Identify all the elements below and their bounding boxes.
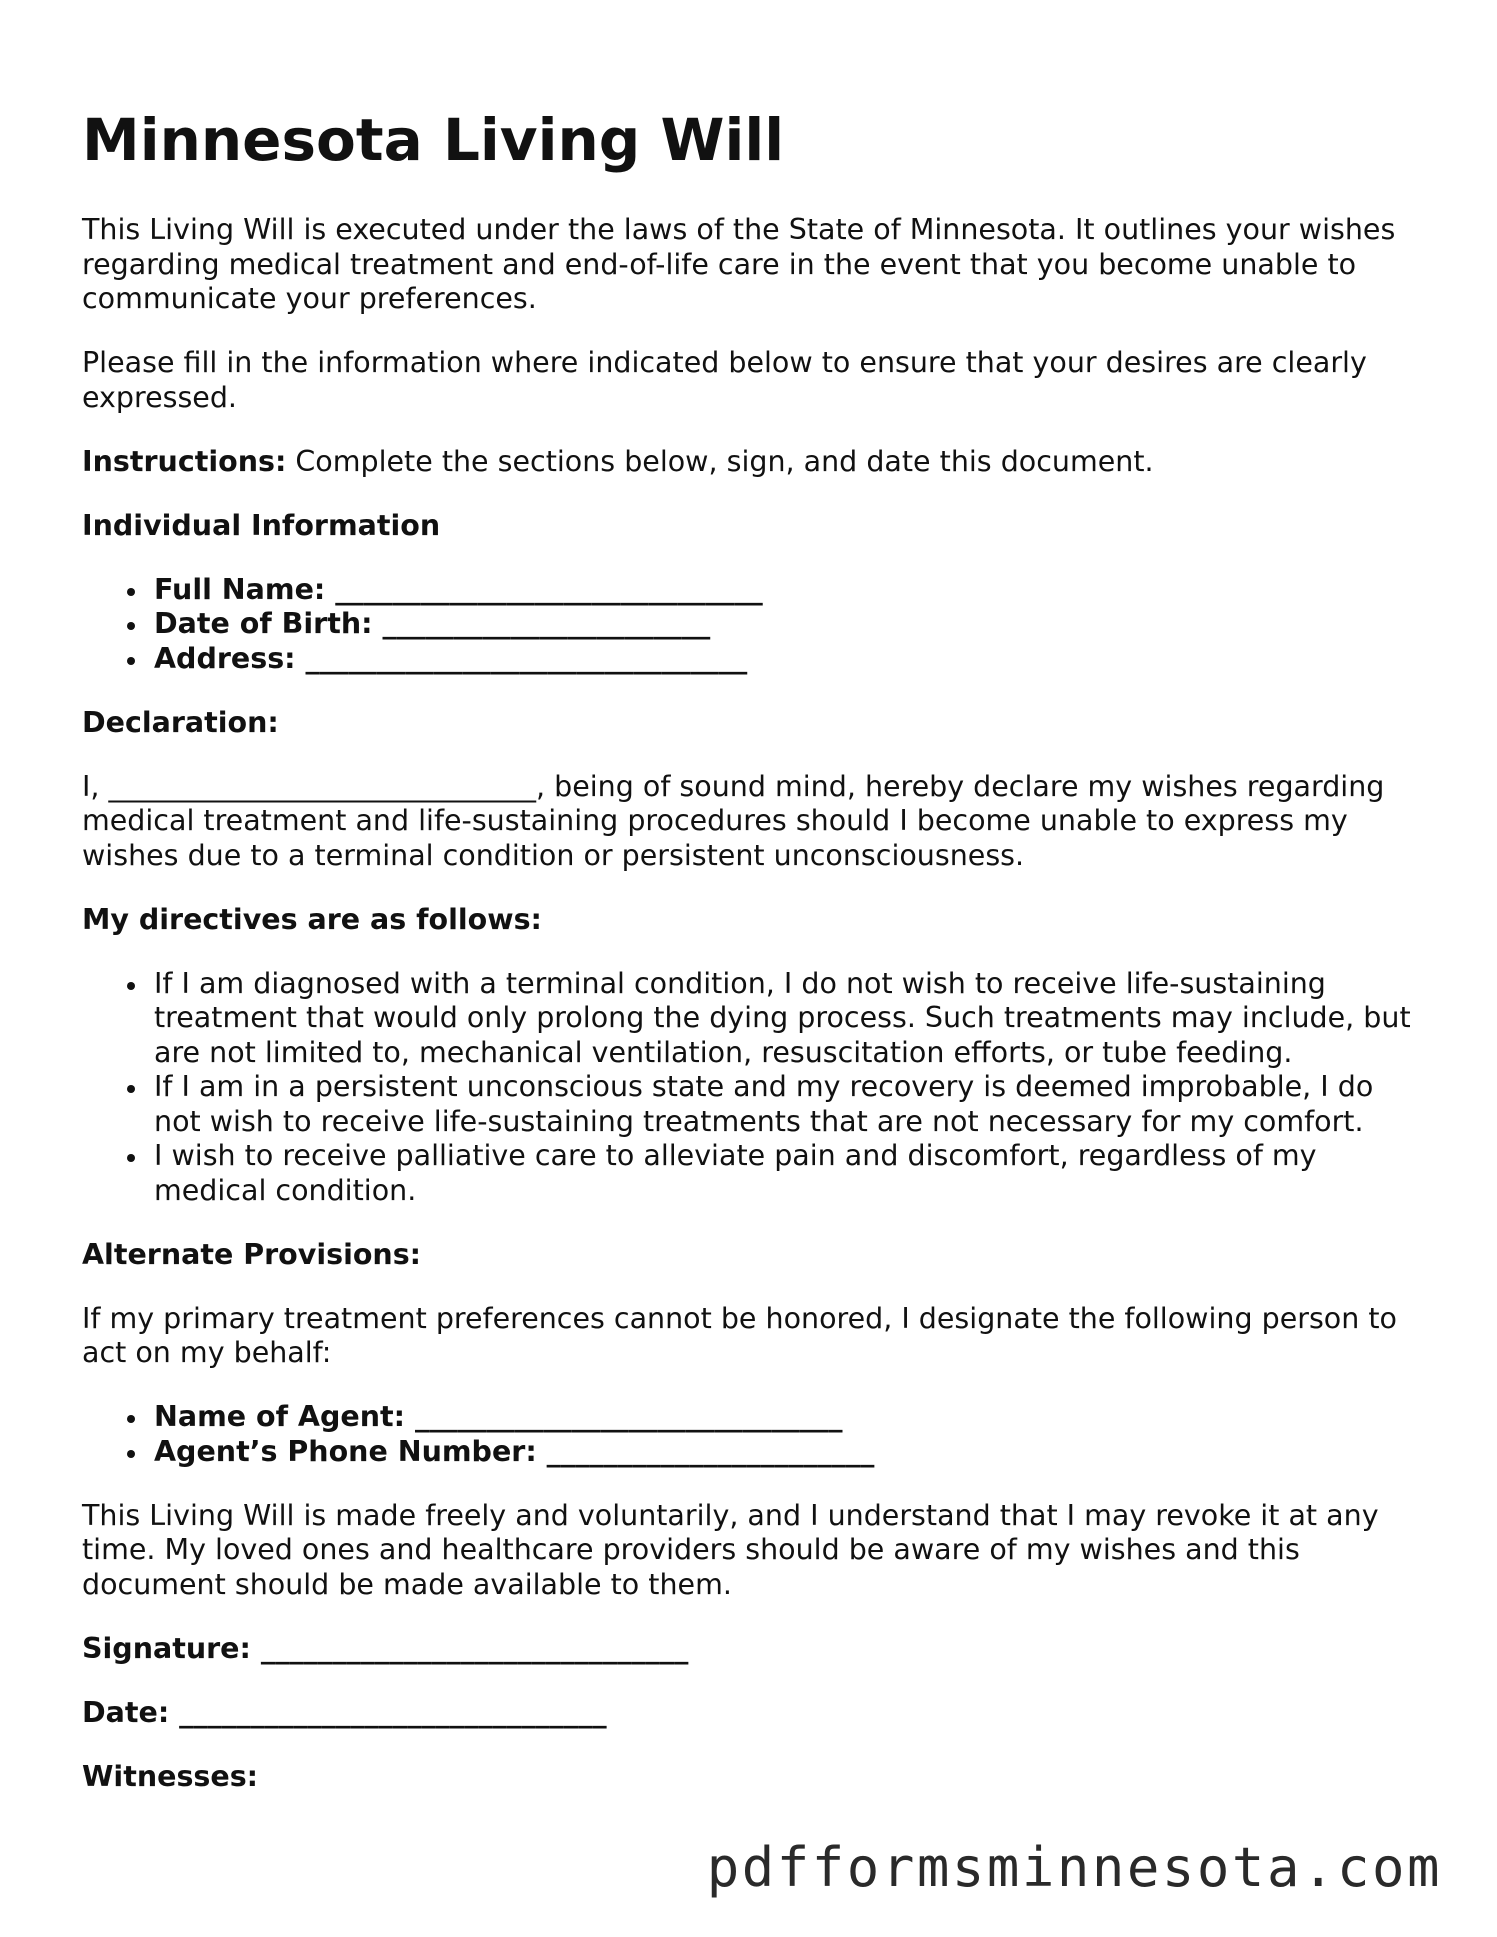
directives-heading: My directives are as follows: [82, 902, 542, 936]
individual-information-heading: Individual Information [82, 508, 441, 542]
agent-phone-blank[interactable]: _______________________ [536, 1434, 875, 1468]
directives-list [82, 967, 1422, 1209]
agent-name-field[interactable] [154, 1400, 1422, 1435]
date-field[interactable] [82, 1696, 1422, 1731]
document-title: Minnesota Living Will [82, 106, 785, 174]
signature-label: Signature: [82, 1631, 251, 1665]
date-of-birth-field[interactable] [154, 607, 1422, 642]
agent-name-label: Name of Agent: [154, 1400, 406, 1433]
watermark-text: pdfformsminnesota.com [706, 1836, 1442, 1899]
full-name-label: Full Name: [154, 572, 326, 606]
closing-paragraph: This Living Will is made freely and voluntarily, and I understand that I may revoke it at any time. My loved ones and healthcare providers should be aware of my wishes and this document should be made available to them. [82, 1498, 1379, 1601]
directive-item: If I am diagnosed with a terminal condition, I do not wish to receive life-sustaining treatment that would only prolong the dying process. Such treatments may include, but are not limited to, mechanical ventilation, resuscitation efforts, or tube feeding. [154, 967, 1422, 1071]
address-blank[interactable]: _______________________________ [295, 641, 748, 675]
date-label: Date: [82, 1695, 170, 1729]
signature-field[interactable] [82, 1632, 1422, 1667]
instructions-label: Instructions: [82, 444, 287, 478]
witnesses-heading: Witnesses: [82, 1759, 259, 1793]
alternate-provisions-heading: Alternate Provisions: [82, 1237, 422, 1271]
individual-information-list [82, 573, 1422, 677]
intro-paragraph: This Living Will is executed under the laws of the State of Minnesota. It outlines your wishes regarding medical treatment and end-of-life care in the event that you become unable to communicate your preferences. [82, 213, 1396, 315]
declaration-heading: Declaration: [82, 705, 279, 739]
intro-paragraph: Please fill in the information where indicated below to ensure that your desires are clearly expressed. [82, 346, 1367, 414]
full-name-field[interactable] [154, 573, 1422, 608]
document-body [82, 213, 1422, 1824]
agent-phone-label: Agent’s Phone Number: [154, 1434, 537, 1468]
directive-item: I wish to receive palliative care to alleviate pain and discomfort, regardless of my medical condition. [154, 1139, 1422, 1208]
date-blank[interactable]: ______________________________ [169, 1695, 607, 1729]
agent-phone-field[interactable] [154, 1435, 1422, 1470]
address-field[interactable] [154, 642, 1422, 677]
directive-item: If I am in a persistent unconscious state and my recovery is deemed improbable, I do not wish to receive life-sustaining treatments that are not necessary for my comfort. [154, 1070, 1422, 1139]
address-label: Address: [154, 641, 296, 675]
agent-name-blank[interactable]: ______________________________ [405, 1400, 843, 1433]
date-of-birth-blank[interactable]: _______________________ [372, 607, 711, 640]
declaration-text: I, ______________________________, being of sound mind, hereby declare my wishes regarding medical treatment and life-sustaining procedures should I become unable to express my wishes due to a terminal condition or persistent unconsciousness. [82, 769, 1385, 872]
signature-blank[interactable]: ______________________________ [250, 1631, 689, 1665]
instructions-text: Complete the sections below, sign, and date this document. [286, 444, 1154, 478]
instructions-paragraph [82, 445, 1422, 480]
full-name-blank[interactable]: ______________________________ [325, 572, 763, 606]
alternate-provisions-text: If my primary treatment preferences cannot be honored, I designate the following person to act on my behalf: [82, 1301, 1397, 1369]
date-of-birth-label: Date of Birth: [154, 607, 373, 640]
agent-list [82, 1400, 1422, 1469]
